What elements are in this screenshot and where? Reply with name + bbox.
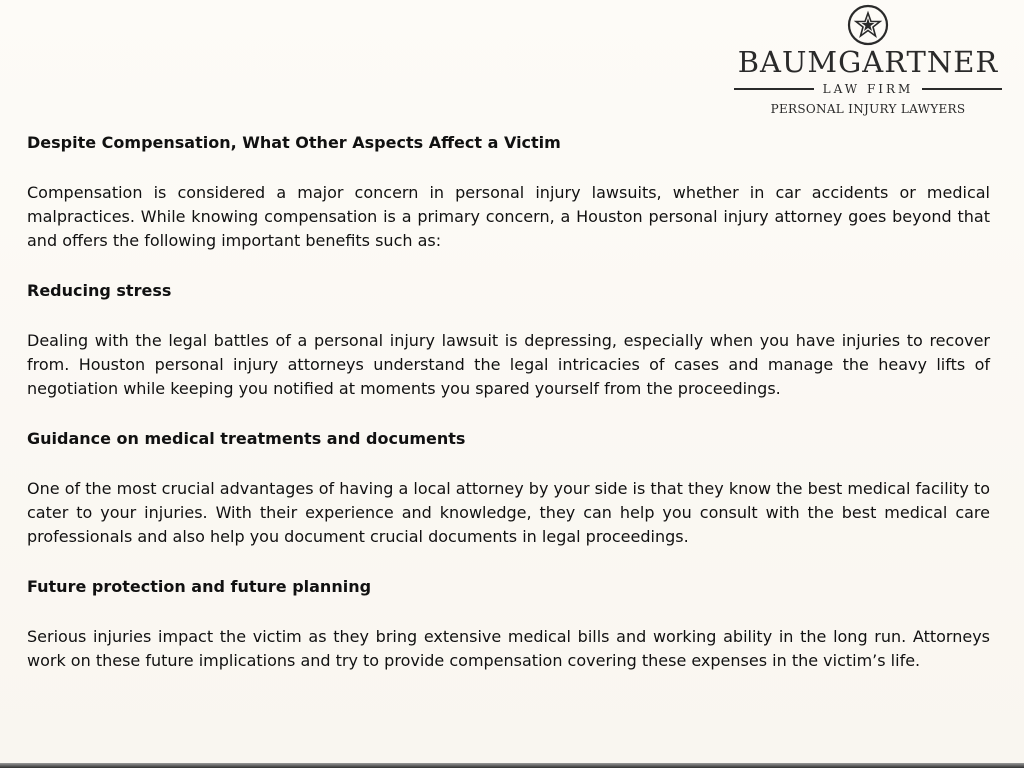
section-heading: Future protection and future planning (27, 577, 372, 596)
section-body: One of the most crucial advantages of having a local attorney by your side is that they know the best medical facility to cater to your injuries. With their experience and knowledge, they can help you consult with the best medical care professionals and also help you document crucial documents in legal proceedings. (27, 479, 990, 546)
logo-subtitle-row (728, 80, 1008, 98)
section-body: Compensation is considered a major concern in personal injury lawsuits, whether in car accidents or medical malpractices. While knowing compensation is a primary concern, a Houston personal injury attorney goes beyond that and offers the following important benefits such as: (27, 183, 990, 250)
section-body: Serious injuries impact the victim as they bring extensive medical bills and working ability in the long run. Attorneys work on these future implications and try to provide compensation covering these expenses in the victim’s life. (27, 627, 990, 670)
section-heading: Guidance on medical treatments and documents (27, 429, 466, 448)
section-body: Dealing with the legal battles of a personal injury lawsuit is depressing, especially when you have injuries to recover from. Houston personal injury attorneys understand the legal intricacies of cases and manage the heavy lifts of negotiation while keeping you notified at moments you spared yourself from the proceedings. (27, 331, 990, 398)
firm-logo (726, 2, 1010, 120)
logo-subtitle: LAW FIRM (822, 82, 914, 96)
logo-rule-right (922, 88, 1002, 90)
logo-tagline: PERSONAL INJURY LAWYERS (770, 102, 966, 116)
logo-firm-name: BAUMGARTNER (737, 45, 999, 79)
section-heading: Despite Compensation, What Other Aspects Affect a Victim (27, 133, 561, 152)
footer-bar (0, 763, 1024, 768)
article-content (27, 131, 990, 699)
section-heading: Reducing stress (27, 281, 172, 300)
star-circle-icon (845, 2, 891, 48)
